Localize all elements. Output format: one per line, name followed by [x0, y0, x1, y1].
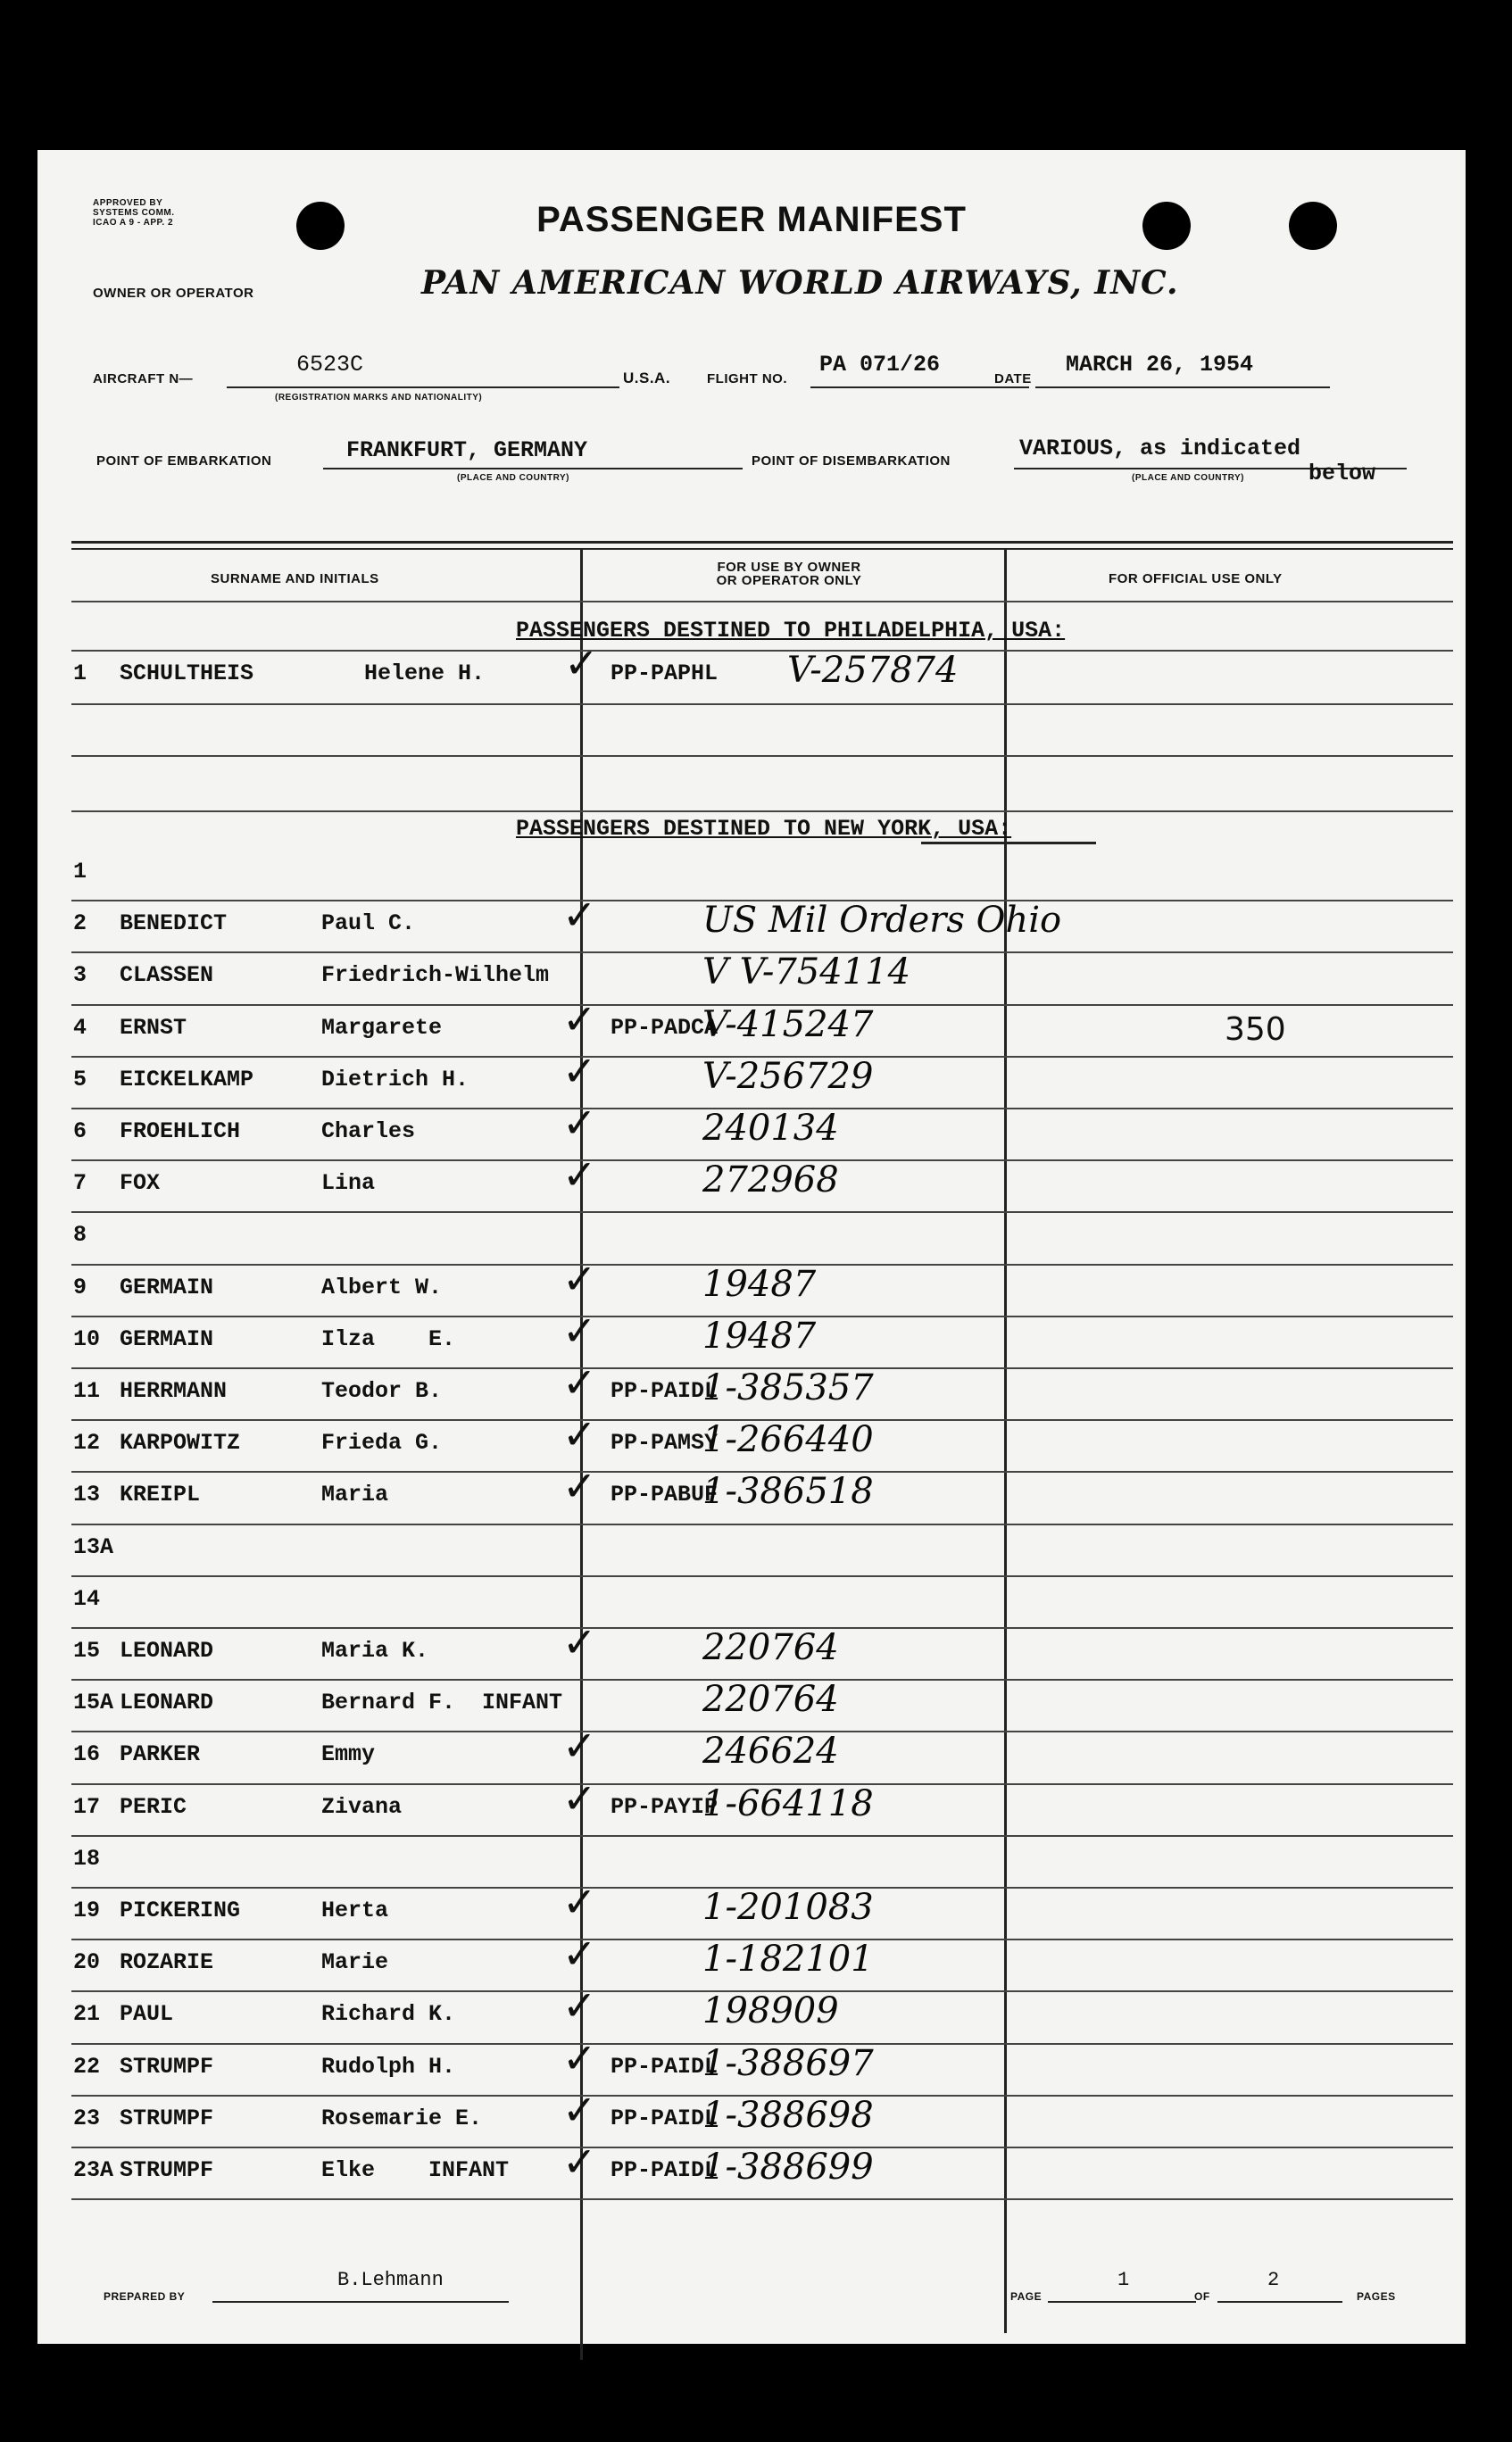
row-number: 2 [73, 910, 87, 937]
embarkation-underline [323, 468, 743, 469]
operator-code: PP-PAIDL [611, 2053, 719, 2080]
surname: STRUMPF [120, 2053, 214, 2080]
surname: PICKERING [120, 1898, 241, 1923]
handwritten-note: 220764 [702, 1627, 839, 1668]
table-row [37, 1473, 1466, 1524]
flight-underline [810, 386, 1029, 388]
table-row [37, 953, 1466, 1005]
row-number: 11 [73, 1378, 101, 1404]
check-mark: ✓ [562, 1150, 597, 1200]
table-row [37, 901, 1466, 953]
operator-code: PP-PAIDL [611, 2105, 719, 2131]
prepared-by-label: PREPARED BY [104, 2290, 186, 2303]
given-name: Friedrich-Wilhelm [321, 962, 550, 989]
row-number: 22 [73, 2053, 101, 2080]
handwritten-note: 198909 [702, 1990, 839, 2032]
table-row: 1 SCHULTHEIS Helene H. PP-PAPHL V-257874 [73, 650, 959, 691]
check-mark: ✓ [562, 1773, 597, 1823]
surname: BENEDICT [120, 910, 228, 937]
table-row [37, 1369, 1466, 1421]
owner-label: OWNER OR OPERATOR [93, 286, 254, 301]
check-mark: ✓ [562, 1254, 597, 1303]
row-number: 21 [73, 2001, 101, 2028]
row-number: 14 [73, 1585, 101, 1612]
table-row [37, 1263, 1466, 1317]
handwritten-note: 1-386518 [702, 1471, 874, 1513]
operator-name: PAN AMERICAN WORLD AIRWAYS, INC. [421, 264, 1179, 302]
table-row [37, 1782, 1466, 1837]
surname: PAUL [120, 2001, 174, 2028]
prepared-by-value: B.Lehmann [337, 2269, 444, 2291]
row-number: 18 [73, 1845, 101, 1872]
given-name: Rudolph H. [321, 2053, 456, 2080]
embarkation-sublabel: (PLACE AND COUNTRY) [457, 473, 569, 483]
given-name: Bernard F. INFANT [321, 1690, 563, 1716]
handwritten-note: 1-388699 [702, 2147, 874, 2188]
date-value: MARCH 26, 1954 [1066, 352, 1254, 378]
given-name: Paul C. [321, 910, 416, 937]
aircraft-label: AIRCRAFT N— [93, 371, 194, 386]
given-name: Teodor B. [321, 1378, 443, 1404]
check-mark: ✓ [562, 2033, 597, 2082]
row-number: 23 [73, 2105, 101, 2131]
handwritten-note: 19487 [702, 1315, 817, 1357]
row-rule [71, 755, 1453, 757]
given-name: Maria [321, 1482, 389, 1508]
operator-code: PP-PABUF [611, 1482, 719, 1508]
table-row [37, 1629, 1466, 1681]
check-mark: ✓ [562, 2138, 597, 2186]
table-row [37, 1889, 1466, 1940]
column-header-official: FOR OFFICIAL USE ONLY [1109, 571, 1283, 586]
heading-underline-extension [921, 842, 1096, 844]
given-name: Maria K. [321, 1638, 429, 1664]
surname: FROEHLICH [120, 1118, 241, 1144]
check-mark: ✓ [562, 1878, 597, 1926]
surname: GERMAIN [120, 1274, 214, 1300]
embarkation-value: FRANKFURT, GERMANY [346, 437, 588, 463]
disembarkation-sublabel: (PLACE AND COUNTRY) [1132, 473, 1244, 483]
check-mark: ✓ [562, 1930, 597, 1979]
prepared-by-underline [212, 2301, 509, 2303]
handwritten-note: 1-266440 [702, 1419, 874, 1461]
row-number: 17 [73, 1793, 101, 1820]
check-mark: ✓ [562, 1358, 597, 1407]
check-mark: ✓ [562, 1722, 597, 1771]
given-name: Charles [321, 1118, 416, 1144]
of-value: 2 [1267, 2269, 1280, 2291]
of-underline [1217, 2301, 1342, 2303]
surname: ERNST [120, 1014, 187, 1041]
check-mark: ✓ [562, 1981, 597, 2031]
aircraft-value: 6523C [296, 352, 364, 378]
handwritten-note: 1-388698 [702, 2094, 874, 2136]
row-number: 23A [73, 2157, 114, 2183]
surname: STRUMPF [120, 2157, 214, 2183]
registration-sublabel: (REGISTRATION MARKS AND NATIONALITY) [275, 393, 483, 403]
row-number: 16 [73, 1741, 101, 1768]
pages-label: PAGES [1357, 2290, 1396, 2303]
row-rule [71, 703, 1453, 705]
surname: GERMAIN [120, 1325, 214, 1352]
handwritten-note: 1-182101 [702, 1939, 874, 1981]
operator-code: PP-PADCA [611, 1014, 719, 1041]
handwritten-note: 272968 [702, 1159, 839, 1201]
header-rule-bottom [71, 548, 1453, 550]
operator-code: PP-PAMSY [611, 1430, 719, 1457]
table-row [37, 1003, 1466, 1058]
handwritten-note: 1-385357 [702, 1367, 874, 1408]
row-number: 4 [73, 1014, 87, 1041]
check-mark: ✓ [562, 1099, 597, 1147]
table-row [37, 1317, 1466, 1369]
table-row [37, 1161, 1466, 1213]
row-number: 6 [73, 1118, 87, 1144]
table-row [37, 1055, 1466, 1109]
row-number: 3 [73, 962, 87, 989]
table-row [37, 850, 1466, 901]
of-label: OF [1194, 2290, 1210, 2303]
table-row [37, 2042, 1466, 2097]
given-name: Richard K. [321, 2001, 456, 2028]
table-row [37, 1940, 1466, 1992]
surname: EICKELKAMP [120, 1066, 254, 1092]
table-row [37, 1992, 1466, 2044]
page-label: PAGE [1010, 2290, 1043, 2303]
handwritten-note: V-256729 [702, 1055, 874, 1097]
row-number: 10 [73, 1325, 101, 1352]
handwritten-note: 246624 [702, 1731, 839, 1773]
given-name: Herta [321, 1898, 389, 1923]
table-row [37, 2148, 1466, 2200]
given-name: Zivana [321, 1793, 403, 1820]
check-mark: ✓ [562, 891, 597, 940]
handwritten-note: 240134 [702, 1108, 839, 1149]
official-note: 350 [1225, 1010, 1286, 1048]
handwritten-note: V V-754114 [702, 951, 911, 993]
check-mark: ✓ [562, 2085, 597, 2134]
row-number: 15A [73, 1690, 114, 1716]
flight-label: FLIGHT NO. [707, 371, 787, 386]
row-number: 19 [73, 1898, 101, 1923]
row-number: 7 [73, 1170, 87, 1197]
table-row [37, 2094, 1466, 2148]
table-row [37, 1837, 1466, 1889]
row-number: 20 [73, 1949, 101, 1976]
check-mark: ✓ [562, 1462, 597, 1511]
check-mark: ✓ [562, 1410, 597, 1459]
surname: LEONARD [120, 1690, 214, 1716]
surname: KARPOWITZ [120, 1430, 241, 1457]
given-name: Rosemarie E. [321, 2105, 483, 2131]
table-row [37, 1732, 1466, 1784]
surname: LEONARD [120, 1638, 214, 1664]
row-rule [71, 810, 1453, 812]
disembarkation-value: VARIOUS, as indicated [1019, 436, 1301, 461]
section-heading-new-york: PASSENGERS DESTINED TO NEW YORK, USA: [516, 816, 1012, 842]
check-mark: ✓ [562, 1306, 597, 1355]
handwritten-note: 1-201083 [702, 1887, 874, 1928]
table-row [37, 1421, 1466, 1473]
row-number: 5 [73, 1066, 87, 1092]
date-label: DATE [994, 371, 1032, 386]
column-header-owner-use: FOR USE BY OWNER OR OPERATOR ONLY [716, 560, 862, 588]
operator-code: PP-PAYIP [611, 1793, 719, 1820]
handwritten-note: US Mil Orders Ohio [702, 900, 1062, 942]
given-name: Ilza E. [321, 1325, 456, 1352]
handwritten-note: 19487 [702, 1263, 817, 1305]
aircraft-underline [227, 386, 619, 388]
manifest-sheet [37, 150, 1466, 2344]
disembarkation-value-continued: below [1308, 461, 1376, 486]
approval-note: APPROVED BY SYSTEMS COMM. ICAO A 9 - APP. 2 [93, 198, 175, 228]
given-name: Dietrich H. [321, 1066, 469, 1092]
flight-value: PA 071/26 [819, 352, 941, 378]
row-number: 15 [73, 1638, 101, 1664]
handwritten-note: 1-388697 [702, 2042, 874, 2084]
surname: ROZARIE [120, 1949, 214, 1976]
check-mark: ✓ [562, 1046, 597, 1095]
given-name: Elke INFANT [321, 2157, 510, 2183]
surname: HERRMANN [120, 1378, 228, 1404]
surname: PARKER [120, 1741, 201, 1768]
operator-code: PP-PAIDL [611, 1378, 719, 1404]
table-row [37, 1213, 1466, 1265]
handwritten-note: V-415247 [702, 1003, 874, 1045]
row-number: 13 [73, 1482, 101, 1508]
surname: KREIPL [120, 1482, 201, 1508]
page-underline [1048, 2301, 1196, 2303]
table-row [37, 1109, 1466, 1161]
row-number: 1 [73, 859, 87, 885]
column-header-rule [71, 601, 1453, 602]
given-name: Albert W. [321, 1274, 443, 1300]
check-mark: ✓ [562, 994, 597, 1043]
surname: STRUMPF [120, 2105, 214, 2131]
country-label: U.S.A. [623, 370, 671, 386]
row-number: 8 [73, 1222, 87, 1249]
table-row [37, 1525, 1466, 1577]
given-name: Frieda G. [321, 1430, 443, 1457]
given-name: Marie [321, 1949, 389, 1976]
given-name: Lina [321, 1170, 376, 1197]
embarkation-label: POINT OF EMBARKATION [96, 453, 272, 469]
row-rule [71, 2198, 1453, 2200]
header-rule-top [71, 541, 1453, 544]
handwritten-note: 220764 [702, 1679, 839, 1721]
disembarkation-label: POINT OF DISEMBARKATION [752, 453, 951, 469]
check-mark: ✓ [562, 1618, 597, 1666]
check-mark: ✓ [564, 639, 599, 687]
column-header-surname: SURNAME AND INITIALS [211, 571, 379, 586]
date-underline [1035, 386, 1330, 388]
table-row [37, 1681, 1466, 1732]
table-row [37, 1577, 1466, 1629]
page-title: PASSENGER MANIFEST [536, 200, 967, 239]
row-number: 12 [73, 1430, 101, 1457]
given-name: Emmy [321, 1741, 376, 1768]
surname: PERIC [120, 1793, 187, 1820]
row-number: 9 [73, 1274, 87, 1300]
handwritten-note: 1-664118 [702, 1782, 874, 1824]
operator-code: PP-PAIDL [611, 2157, 719, 2183]
surname: FOX [120, 1170, 161, 1197]
given-name: Margarete [321, 1014, 443, 1041]
section-heading-philadelphia: PASSENGERS DESTINED TO PHILADELPHIA, USA: [516, 618, 1066, 644]
row-number: 13A [73, 1533, 114, 1560]
page-value: 1 [1117, 2269, 1130, 2291]
surname: CLASSEN [120, 962, 214, 989]
